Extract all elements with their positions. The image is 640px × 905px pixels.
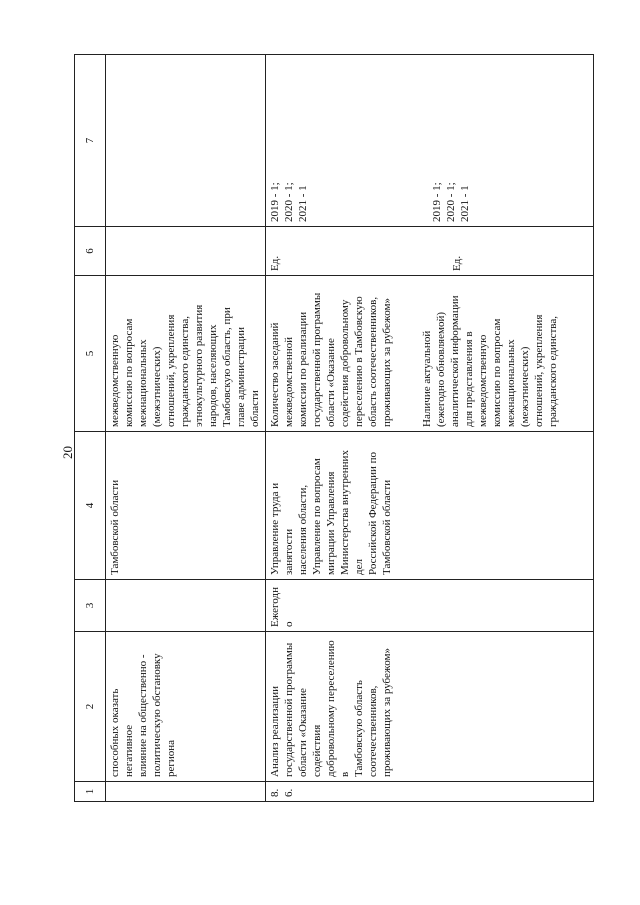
unit-text: Ед.	[269, 255, 281, 271]
header-col-6: 6	[75, 227, 106, 276]
indicator-text: Наличие актуальной (ежегодно обновляемой) аналитической информации для представления в межведомственную комиссию по вопросам межнациональных (межэтнических) отношений, укрепления гражданского единства,	[421, 295, 559, 427]
indicator-cell	[106, 276, 266, 432]
years-cell	[266, 55, 594, 227]
table-row	[266, 55, 594, 802]
period-text	[106, 580, 266, 632]
measures-table	[74, 54, 594, 802]
header-col-1: 1	[75, 782, 106, 802]
header-col-7: 7	[75, 55, 106, 227]
header-col-5: 5	[75, 276, 106, 432]
unit-cell	[106, 227, 266, 276]
years-cell	[106, 55, 266, 227]
header-row	[75, 55, 106, 802]
header-col-3: 3	[75, 580, 106, 632]
indicator-text: Количество заседаний межведомственной комиссии по реализации государственной программы области «Оказание содействия добровольному переселению в Тамбовскую область соотечественников, проживающих за рубежом»	[269, 292, 393, 427]
executor-text: Управление труда и занятости населения области, Управление по вопросам миграции Управления Министерства внутренних дел Российской Федерации по Тамбовской области	[266, 432, 594, 580]
years-text: 2019 - 1; 2020 - 1; 2021 - 1	[269, 182, 309, 222]
indicator-text: межведомственную комиссию по вопросам межнациональных (межэтнических) отношений, укрепления гражданского единства, этнокультурного развития народов, населяющих Тамбовскую область, при главе администрации области	[109, 304, 261, 427]
event-text: способных оказать негативное влияние на общественно - политическую обстановку региона	[106, 632, 266, 782]
indicator-cell	[266, 276, 594, 432]
executor-text: Тамбовской области	[106, 432, 266, 580]
header-col-2: 2	[75, 632, 106, 782]
unit-cell	[266, 227, 594, 276]
years-text: 2019 - 1; 2020 - 1; 2021 - 1	[431, 182, 471, 222]
unit-text: Ед.	[451, 255, 463, 271]
row-number	[106, 782, 266, 802]
row-number: 8.6.	[266, 782, 594, 802]
table-row	[106, 55, 266, 802]
header-col-4: 4	[75, 432, 106, 580]
event-text: Анализ реализации государственной программы области «Оказание содействия добровольному переселению в Тамбовскую область соотечественников, проживающих за рубежом»	[266, 632, 594, 782]
page-number: 20	[60, 446, 75, 459]
period-text: Ежегодно	[266, 580, 594, 632]
